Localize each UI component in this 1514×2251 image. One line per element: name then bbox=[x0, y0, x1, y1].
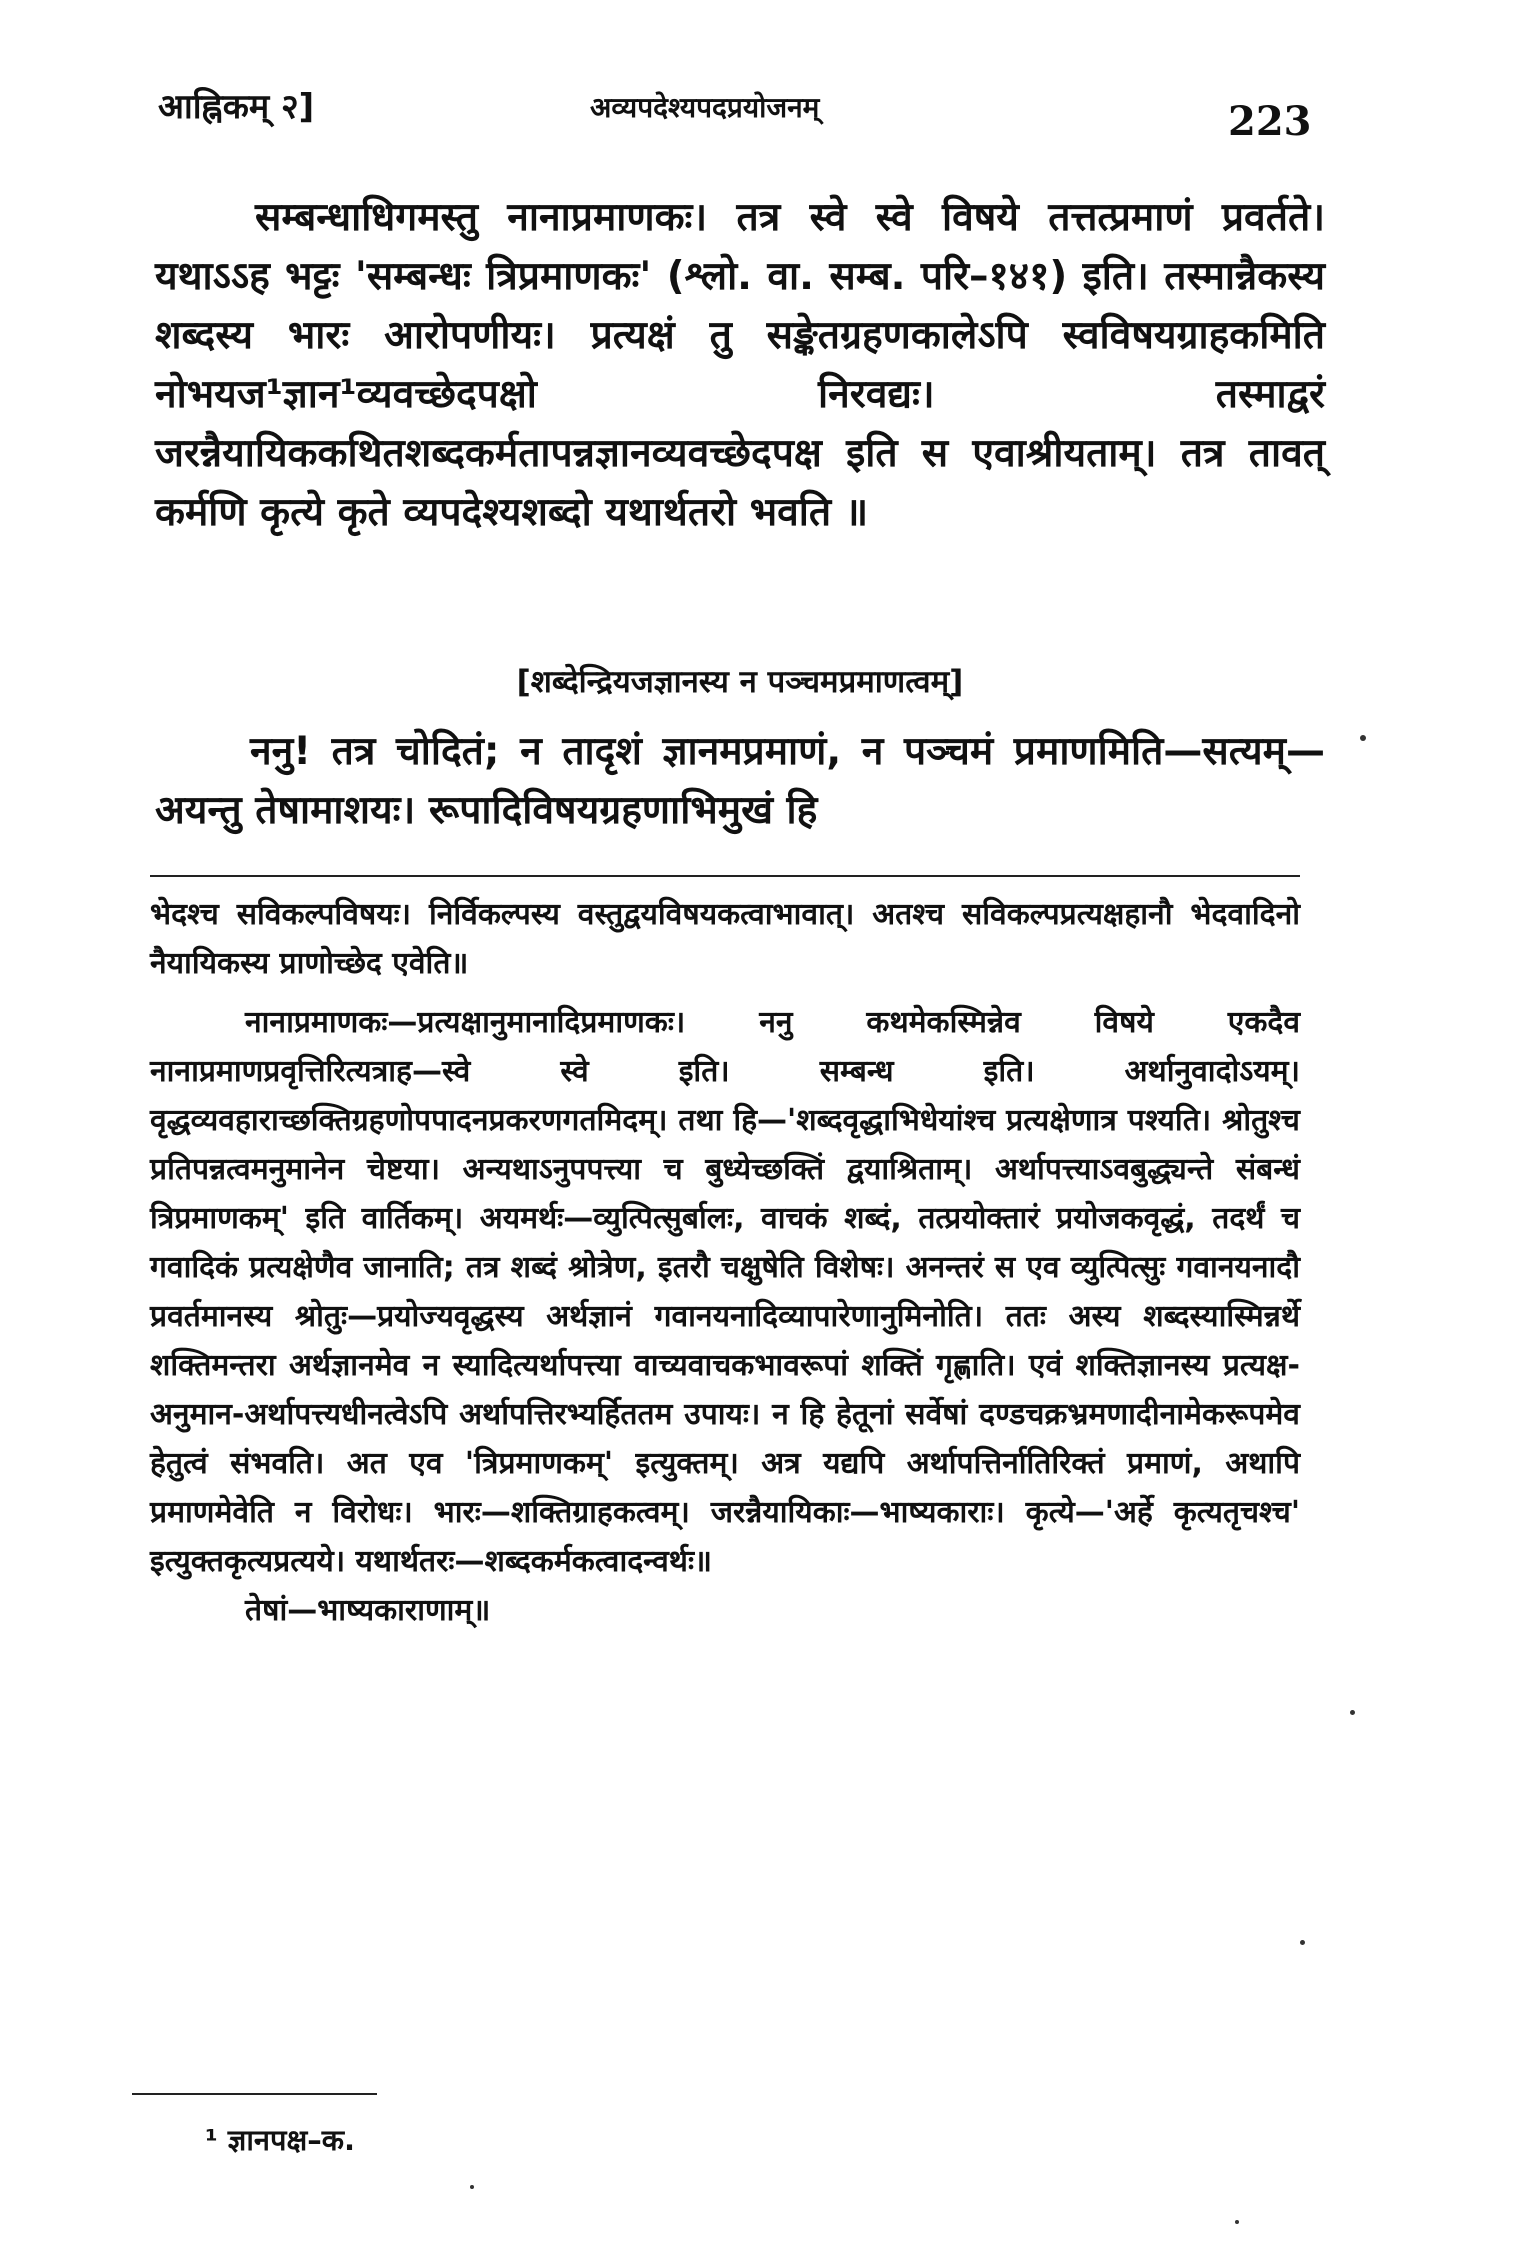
commentary-block bbox=[150, 890, 1300, 1635]
scan-speck bbox=[1300, 1940, 1305, 1945]
commentary-paragraph: भेदश्च सविकल्पविषयः। निर्विकल्पस्य वस्तुद्वयविषयकत्वाभावात्। अतश्च सविकल्पप्रत्यक्षहानौ भेदवादिनो नैयायिकस्य प्राणोच्छेद एवेति॥ bbox=[150, 897, 1300, 981]
commentary-paragraph: नानाप्रमाणकः—प्रत्यक्षानुमानादिप्रमाणकः। ननु कथमेकस्मिन्नेव विषये एकदैव नानाप्रमाणप्रवृत्तिरित्यत्राह—स्वे स्वे इति। सम्बन्ध इति। अर्थानुवादोऽयम्। वृद्धव्यवहाराच्छक्तिग्रहणोपपादनप्रकरणगतमिदम्। तथा हि—'शब्दवृद्धाभिधेयांश्च प्रत्यक्षेणात्र पश्यति। श्रोतुश्च प्रतिपन्नत्वमनुमानेन चेष्टया। अन्यथाऽनुपपत्त्या च बुध्येच्छक्तिं द्वयाश्रिताम्। अर्थापत्त्याऽवबुद्ध्यन्ते संबन्धं त्रिप्रमाणकम्' इति वार्तिकम्। अयमर्थः—व्युत्पित्सुर्बालः, वाचकं शब्दं, तत्प्रयोक्तारं प्रयोजकवृद्धं, तदर्थं च गवादिकं प्रत्यक्षेणैव जानाति; तत्र शब्दं श्रोत्रेण, इतरौ चक्षुषेति विशेषः। अनन्तरं स एव व्युत्पित्सुः गवानयनादौ प्रवर्तमानस्य श्रोतुः—प्रयोज्यवृद्धस्य अर्थज्ञानं गवानयनादिव्यापारेणानुमिनोति। ततः अस्य शब्दस्यास्मिन्नर्थे शक्तिमन्तरा अर्थज्ञानमेव न स्यादित्यर्थापत्त्या वाच्यवाचकभावरूपां शक्तिं गृह्णाति। एवं शक्तिज्ञानस्य प्रत्यक्ष-अनुमान-अर्थापत्त्यधीनत्वेऽपि अर्थापत्तिरभ्यर्हिततम उपायः। न हि हेतूनां सर्वेषां दण्डचक्रभ्रमणादीनामेकरूपमेव हेतुत्वं संभवति। अत एव 'त्रिप्रमाणकम्' इत्युक्तम्। अत्र यद्यपि अर्थापत्तिर्नातिरिक्तं प्रमाणं, अथापि प्रमाणमेवेति न विरोधः। भारः—शक्तिग्राहकत्वम्। जरन्नैयायिकाः—भाष्यकाराः। कृत्ये—'अर्हे कृत्यतृचश्च' इत्युक्तकृत्यप्रत्यये। यथार्थतरः—शब्दकर्मकत्वादन्वर्थः॥ bbox=[150, 1005, 1300, 1579]
scan-speck bbox=[1360, 735, 1366, 741]
commentary-paragraph: तेषां—भाष्यकाराणाम्॥ bbox=[245, 1593, 491, 1628]
footnote-divider bbox=[132, 2093, 377, 2095]
scan-speck bbox=[470, 2185, 474, 2189]
main-text-block bbox=[155, 188, 1325, 542]
scan-speck bbox=[1235, 2220, 1239, 2224]
running-header-left: आह्निकम् २] bbox=[158, 87, 315, 127]
scan-speck bbox=[1350, 1710, 1355, 1715]
main-paragraph-2: ननु! तत्र चोदितं; न तादृशं ज्ञानमप्रमाणं, न पञ्चमं प्रमाणमिति—सत्यम्—अयन्तु तेषामाशयः। रूपादिविषयग्रहणाभिमुखं हि bbox=[155, 729, 1325, 833]
page-number: 223 bbox=[1228, 98, 1312, 145]
running-header-title: अव्यपदेश्यपदप्रयोजनम् bbox=[590, 91, 820, 124]
section-heading: [शब्देन्द्रियजज्ञानस्य न पञ्चमप्रमाणत्वम्] bbox=[516, 664, 964, 700]
footnote: ¹ ज्ञानपक्ष–क. bbox=[205, 2123, 356, 2157]
main-paragraph: सम्बन्धाधिगमस्तु नानाप्रमाणकः। तत्र स्वे स्वे विषये तत्तत्प्रमाणं प्रवर्तते। यथाऽऽह भट्टः 'सम्बन्धः त्रिप्रमाणकः' (श्लो. वा. सम्ब. परि–१४१) इति। तस्मान्नैकस्य शब्दस्य भारः आरोपणीयः। प्रत्यक्षं तु सङ्केतग्रहणकालेऽपि स्वविषयग्राहकमिति नोभयज¹ज्ञान¹व्यवच्छेदपक्षो निरवद्यः। तस्माद्वरं जरन्नैयायिककथितशब्दकर्मतापन्नज्ञानव्यवच्छेदपक्ष इति स एवाश्रीयताम्। तत्र तावत् कर्मणि कृत्ये कृते व्यपदेश्यशब्दो यथार्थतरो भवति ॥ bbox=[155, 195, 1325, 535]
commentary-divider bbox=[150, 875, 1300, 877]
main-text-block-2 bbox=[155, 722, 1325, 840]
